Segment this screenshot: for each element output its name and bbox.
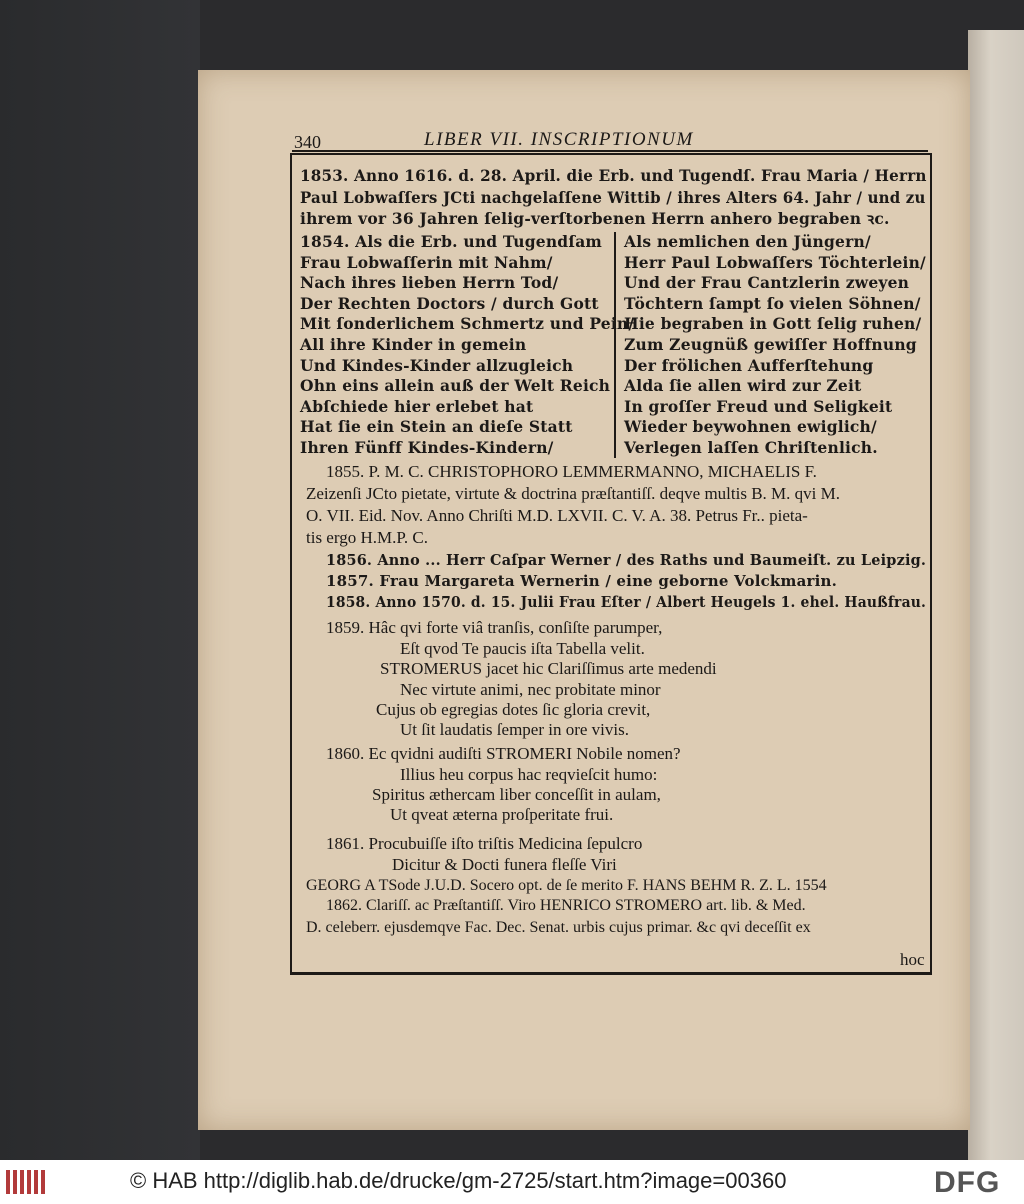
entry-1853-line: 1853. Anno 1616. d. 28. April. die Erb. und Tugendſ. Frau Maria / Herrn bbox=[300, 166, 927, 185]
entry-1854-right-line: Zum Zeugnüß gewiſſer Hoffnung bbox=[624, 335, 917, 354]
entry-1859-line: Ut ſit laudatis ſemper in ore vivis. bbox=[400, 720, 629, 739]
dfg-logo: DFG bbox=[934, 1166, 1001, 1199]
entry-1857: 1857. Frau Margareta Wernerin / eine geborne Volckmarin. bbox=[326, 572, 838, 590]
entry-1854-left-line: All ihre Kinder in gemein bbox=[300, 335, 527, 354]
copyright-url[interactable]: © HAB http://diglib.hab.de/drucke/gm-2725/start.htm?image=00360 bbox=[130, 1168, 787, 1193]
entry-1855-line: Zeizenſi JCto pietate, virtute & doctrina præſtantiſſ. deqve multis B. M. qvi M. bbox=[306, 484, 840, 503]
entry-1855-line: O. VII. Eid. Nov. Anno Chriſti M.D. LXVII. C. V. A. 38. Petrus Fr.. pieta- bbox=[306, 506, 808, 525]
entry-1854-left-line: Ihren Fünff Kindes-Kindern/ bbox=[300, 438, 554, 457]
entry-1854-right-line: Als nemlichen den Jüngern/ bbox=[624, 232, 871, 251]
entry-1859-line: Eſt qvod Te paucis iſta Tabella velit. bbox=[400, 639, 645, 658]
facing-page-edge bbox=[968, 30, 1024, 1160]
entry-1860-line: Illius heu corpus hac reqvieſcit humo: bbox=[400, 765, 658, 784]
entry-1854-right-line: In groſſer Freud und Seligkeit bbox=[624, 396, 893, 416]
entry-1859-line: Nec virtute animi, nec probitate minor bbox=[400, 680, 661, 699]
entry-1853-line: Paul Lobwaſſers JCti nachgelaſſene Wittib / ihres Alters 64. Jahr / und zu bbox=[300, 188, 926, 207]
entry-1861-line: Dicitur & Docti funera fleſſe Viri bbox=[392, 855, 617, 874]
hab-logo-icon bbox=[4, 1166, 46, 1198]
catchword: hoc bbox=[900, 950, 925, 969]
footer-bar bbox=[0, 1160, 1024, 1204]
entry-1854-right-line: Hie begraben in Gott ſelig ruhen/ bbox=[624, 314, 922, 334]
entry-1861-line: 1861. Procubuiſſe iſto triſtis Medicina ſepulcro bbox=[326, 834, 643, 853]
entry-1854-right-line: Herr Paul Lobwaſſers Töchterlein/ bbox=[624, 252, 926, 272]
entry-1854-left-line: Abſchiede hier erlebet hat bbox=[300, 396, 534, 416]
entry-1861-line: GEORG A TSode J.U.D. Socero opt. de ſe merito F. HANS BEHM R. Z. L. 1554 bbox=[306, 877, 827, 894]
entry-1859-line: STROMERUS jacet hic Clariſſimus arte medendi bbox=[380, 659, 717, 678]
entry-1854-left-line: Hat ſie ein Stein an dieſe Statt bbox=[300, 417, 573, 437]
entry-1854-left-line: Nach ihres lieben Herrn Tod/ bbox=[300, 273, 559, 293]
entry-1854-left-line: Frau Lobwaſſerin mit Nahm/ bbox=[300, 252, 553, 272]
entry-1858: 1858. Anno 1570. d. 15. Julii Frau Eſter / Albert Heugels 1. ehel. Haußfrau. bbox=[326, 593, 927, 611]
entry-1854-left-line: Mit ſonderlichem Schmertz und Pein/ bbox=[300, 314, 635, 334]
entry-1855-line: 1855. P. M. C. CHRISTOPHORO LEMMERMANNO, MICHAELIS F. bbox=[326, 462, 817, 481]
entry-1854-left-line: 1854. Als die Erb. und Tugendſam bbox=[300, 232, 603, 251]
page-number: 340 bbox=[294, 132, 321, 152]
entry-1854-right-line: Töchtern ſampt ſo vielen Söhnen/ bbox=[624, 293, 921, 313]
entry-1862-line: D. celeberr. ejusdemqve Fac. Dec. Senat. urbis cujus primar. &c qvi deceſſit ex bbox=[306, 919, 811, 936]
entry-1853-line: ihrem vor 36 Jahren ſelig-verſtorbenen Herrn anhero begraben ꝛc. bbox=[300, 209, 890, 228]
entry-1854-right-line: Alda ſie allen wird zur Zeit bbox=[624, 376, 862, 396]
entry-1862-line: 1862. Clariſſ. ac Præſtantiſſ. Viro HENRICO STROMERO art. lib. & Med. bbox=[326, 897, 806, 914]
entry-1854-left-line: Ohn eins allein auß der Welt Reich bbox=[300, 376, 611, 396]
entry-1859-line: Cujus ob egregias dotes ſic gloria crevit, bbox=[376, 700, 651, 719]
entry-1856: 1856. Anno ... Herr Caſpar Werner / des Raths und Baumeiſt. zu Leipzig. bbox=[326, 551, 927, 569]
entry-1860-line: 1860. Ec qvidni audiſti STROMERI Nobile nomen? bbox=[326, 744, 681, 763]
entry-1854-left-line: Der Rechten Doctors / durch Gott bbox=[300, 293, 599, 313]
entry-1860-line: Spiritus æthercam liber conceſſit in aulam, bbox=[372, 785, 661, 804]
scan-background bbox=[0, 0, 200, 1160]
entry-1859-line: 1859. Hâc qvi forte viâ tranſis, conſiſte parumper, bbox=[326, 618, 663, 637]
column-divider bbox=[614, 232, 616, 458]
entry-1854-right-line: Verlegen laſſen Chriſtenlich. bbox=[624, 438, 878, 457]
entry-1855-line: tis ergo H.M.P. C. bbox=[306, 528, 429, 547]
entry-1860-line: Ut qveat æterna proſperitate frui. bbox=[390, 805, 614, 824]
entry-1854-right-line: Der frölichen Aufferſtehung bbox=[624, 355, 874, 375]
header-rule bbox=[292, 150, 928, 152]
entry-1854-left-line: Und Kindes-Kinder allzugleich bbox=[300, 355, 574, 375]
entry-1854-right-line: Wieder beywohnen ewiglich/ bbox=[624, 417, 877, 437]
entry-1854-right-line: Und der Frau Cantzlerin zweyen bbox=[624, 273, 910, 293]
running-title: LIBER VII. INSCRIPTIONUM bbox=[424, 129, 694, 150]
